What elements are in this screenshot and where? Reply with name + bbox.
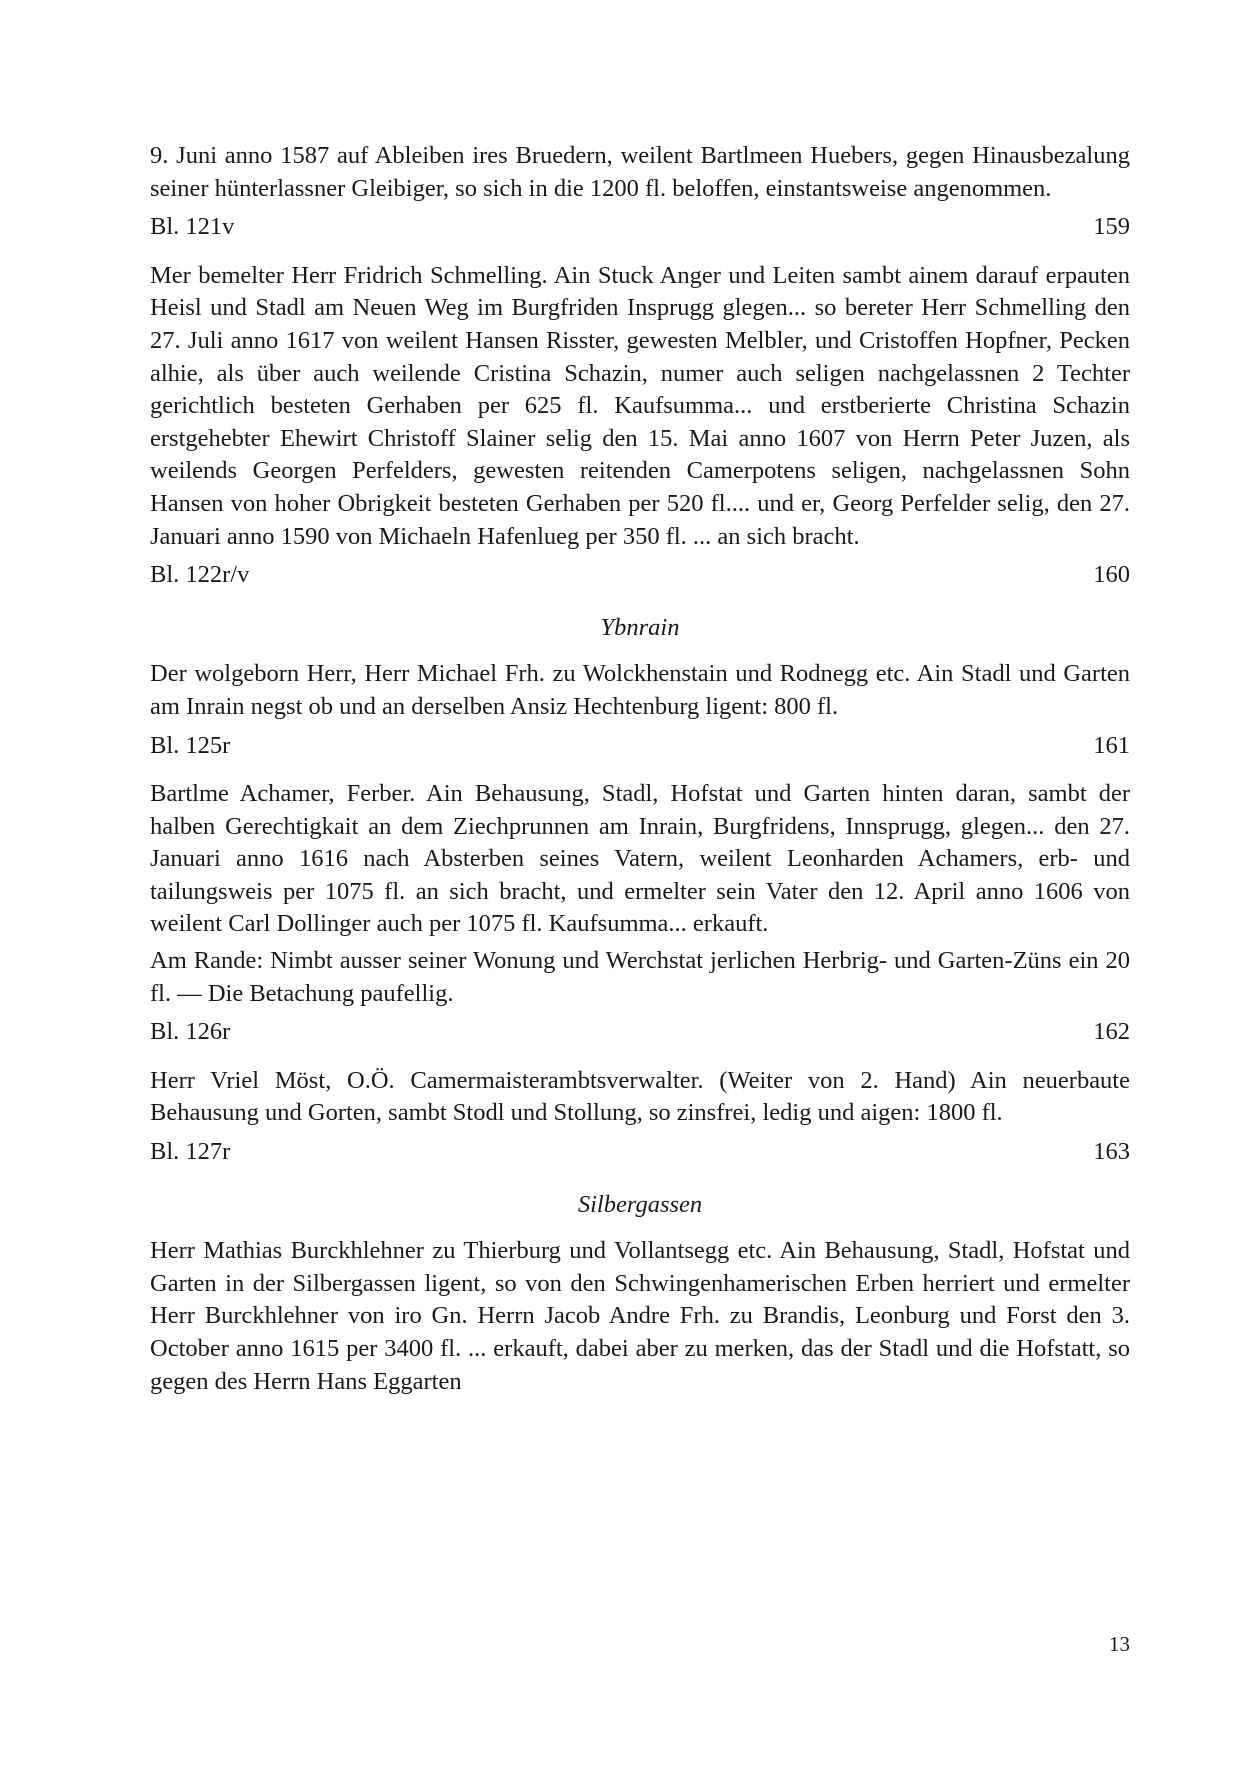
section-heading: Silbergassen [577, 1190, 703, 1218]
page-number: 13 [1109, 1632, 1130, 1656]
entry-number: 162 [1093, 1018, 1130, 1046]
folio-reference: Bl. 127r [150, 1138, 231, 1166]
margin-note: Am Rande: Nimbt ausser seiner Wonung und Werchstat jerlichen Herbrig- und Garten-Züns ein 20 fl. — Die Betachung paufellig. [150, 947, 1130, 1007]
folio-reference-line [150, 211, 1130, 244]
folio-reference-line [150, 1136, 1130, 1169]
entry-paragraph: Mer bemelter Herr Fridrich Schmelling. Ain Stuck Anger und Leiten sambt ainem darauf erpauten Heisl und Stadl am Neuen Weg im Burgfriden Insprugg glegen... so bereter Herr Schmelling den 27. Juli anno 1617 von weilent Hansen Risster, gewesten Melbler, und Cristoffen Hopfner, Pecken alhie, als über auch weilende Cristina Schazin, numer auch seligen nachgelassnen 2 Techter gerichtlich besteten Gerhaben per 625 fl. Kaufsumma... und erstberierte Christina Schazin erstgehebter Ehewirt Christoff Slainer selig den 15. Mai anno 1607 von Herrn Peter Juzen, als weilends Georgen Perfelders, gewesten reitenden Camerpotens seligen, nachgelassnen Sohn Hansen von hoher Obrigkeit besteten Gerhaben per 520 fl.... und er, Georg Perfelder selig, den 27. Januari anno 1590 von Michaeln Hafenlueg per 350 fl. ... an sich bracht. [150, 261, 1130, 550]
folio-reference-line [150, 1016, 1130, 1049]
entry-paragraph: 9. Juni anno 1587 auf Ableiben ires Bruedern, weilent Bartlmeen Huebers, gegen Hinausbezalung seiner hünterlassner Gleibiger, so sich in die 1200 fl. beloffen, einstantsweise angenommen. [150, 142, 1130, 202]
entry-number: 160 [1093, 561, 1130, 589]
entry-paragraph: Herr Vriel Möst, O.Ö. Camermaisterambtsverwalter. (Weiter von 2. Hand) Ain neuerbaute Behausung und Gorten, sambt Stodl und Stollung, so zinsfrei, ledig und aigen: 1800 fl. [150, 1066, 1130, 1127]
entry-paragraph: Der wolgeborn Herr, Herr Michael Frh. zu Wolckhenstain und Rodnegg etc. Ain Stadl und Garten am Inrain negst ob und an derselben Ansiz Hechtenburg ligent: 800 fl. [150, 660, 1130, 720]
folio-reference: Bl. 121v [150, 213, 235, 241]
entry-number: 163 [1093, 1138, 1130, 1166]
folio-reference-line [150, 559, 1130, 592]
entry-paragraph: Bartlme Achamer, Ferber. Ain Behausung, Stadl, Hofstat und Garten hinten daran, sambt der halben Gerechtigkait an dem Ziechprunnen am Inrain, Burgfridens, Innsprugg, glegen... den 27. Januari anno 1616 nach Absterben seines Vatern, weilent Leonharden Achamers, erb- und tailungsweis per 1075 fl. an sich bracht, und ermelter sein Vater den 12. April anno 1606 von weilent Carl Dollinger auch per 1075 fl. Kaufsumma... erkauft. [150, 780, 1130, 938]
text-column [150, 140, 1130, 1398]
folio-reference: Bl. 125r [150, 731, 231, 759]
entry-number: 161 [1093, 731, 1130, 759]
entry-paragraph: Herr Mathias Burckhlehner zu Thierburg und Vollantsegg etc. Ain Behausung, Stadl, Hofstat und Garten in der Silbergassen ligent, so von den Schwingenhamerischen Erben herriert und ermelter Herr Burckhlehner von iro Gn. Herrn Jacob Andre Frh. zu Brandis, Leonburg und Forst den 3. October anno 1615 per 3400 fl. ... erkauft, dabei aber zu merken, das der Stadl und die Hofstatt, so gegen des Herrn Hans Eggarten [150, 1237, 1130, 1395]
folio-reference-line [150, 730, 1130, 763]
entry-number: 159 [1093, 213, 1130, 241]
folio-reference: Bl. 122r/v [150, 561, 250, 589]
folio-reference: Bl. 126r [150, 1018, 231, 1046]
section-heading: Ybnrain [600, 613, 680, 641]
